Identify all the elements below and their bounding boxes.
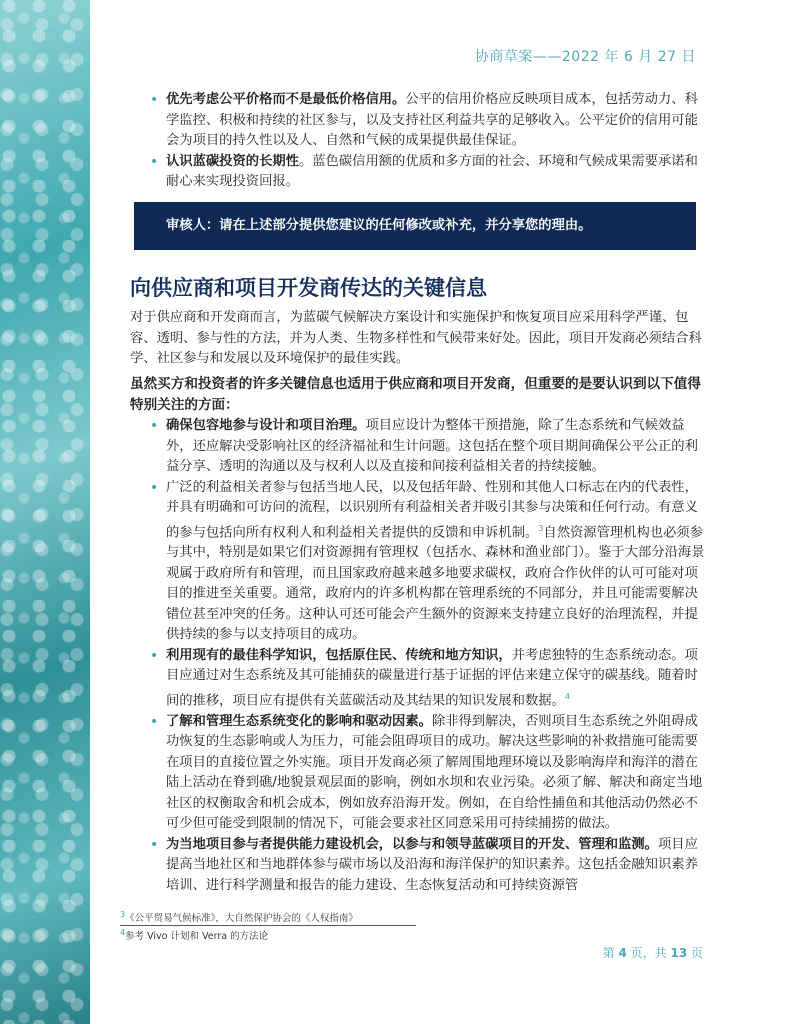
- page-current: 4: [618, 946, 627, 960]
- top-bullet-list: [130, 90, 705, 193]
- footnote-number: 4: [120, 928, 126, 937]
- bullet-text: 。蓝色碳信用额的优质和多方面的社会、环境和气候成果需要承诺和耐心来实现投资回报。: [166, 153, 698, 189]
- supplier-bullet-list: [130, 416, 705, 896]
- bullet-icon: •: [150, 713, 159, 730]
- list-item: [130, 416, 705, 478]
- bullet-text-continued: 自然资源管理机构也必须参与其中，特别是如果它们对资源拥有管理权（包括水、森林和渔业部门）。鉴于大部分沿海景观属于政府所有和管理，而且国家政府越来越多地要求碳权，政府合作伙伴的认可可能对项目的推进至关重要。通常，政府内的许多机构都在管理系统的不同部分，并且可能需要解决错位甚至冲突的任务。这种认可还可能会产生额外的资源来支持建立良好的治理流程，并提供持续的参与以支持项目的成功。: [166, 524, 705, 643]
- ocean-sidebar-image: [0, 0, 90, 1024]
- bullet-icon: •: [150, 647, 159, 664]
- bullet-bold-text: 认识蓝碳投资的长期性: [166, 153, 299, 169]
- list-item: [130, 152, 705, 193]
- intro-paragraph: 对于供应商和开发商而言，为蓝碳气候解决方案设计和实施保护和恢复项目应采用科学严谨、包容、透明、参与性的方法，并为人类、生物多样性和气候带来好处。因此，项目开发商必须结合科学、社区参与和发展以及环境保护的最佳实践。: [130, 310, 702, 366]
- page-prefix: 第: [602, 946, 619, 960]
- bullet-bold-text: 了解和管理生态系统变化的影响和驱动因素。: [166, 713, 432, 729]
- list-item: [130, 478, 705, 646]
- footnote: [120, 910, 358, 924]
- bullet-text: 公平的信用价格应反映项目成本，包括劳动力、科学监控、积极和持续的社区参与，以及支持社区利益共享的足够收入。公平定价的信用可能会为项目的持久性以及人、自然和气候的成果提供最佳保证。: [166, 92, 698, 148]
- bullet-text: 项目应提高当地社区和当地群体参与碳市场以及沿海和海洋保护的知识素养。这包括金融知识素养培训、进行科学测量和报告的能力建设、生态恢复活动和可持续资源管: [166, 836, 698, 893]
- footnote-divider: [120, 925, 416, 926]
- bullet-icon: •: [150, 836, 159, 853]
- footnote: [120, 928, 268, 942]
- bullet-text: 广泛的利益相关者参与包括当地人民，以及包括年龄、性别和其他人口标志在内的代表性，并具有明确和可访问的流程，以识别所有利益相关者并吸引其参与决策和任何行动。有意义的参与包括向所有权利人和利益相关者提供的反馈和申诉机制。: [166, 479, 698, 540]
- bullet-icon: •: [150, 479, 159, 496]
- bullet-icon: •: [150, 153, 159, 170]
- footnote-ref[interactable]: 3: [538, 523, 544, 533]
- bullet-text: 除非得到解决，否则项目生态系统之外阻碍成功恢复的生态影响或人为压力，可能会阻碍项目的成功。解决这些影响的补救措施可能需要在项目的直接位置之外实施。项目开发商必须了解周围地理环境以及影响海岸和海洋的潜在陆上活动在脊到礁/地貌景观层面的影响，例如水坝和农业污染。必须了解、解决和商定当地社区的权衡取舍和机会成本，例如放弃沿海开发。例如，在自给性捕鱼和其他活动仍然必不可少但可能受到限制的情况下，可能会要求社区同意采用可持续捕捞的做法。: [166, 713, 703, 832]
- page-mid: 页，共: [626, 946, 671, 960]
- list-item: [130, 835, 705, 897]
- bullet-bold-text: 利用现有的最佳科学知识，包括原住民、传统和地方知识，: [166, 647, 512, 663]
- bullet-bold-text: 为当地项目参与者提供能力建设机会，以参与和领导蓝碳项目的开发、管理和监测。: [166, 836, 658, 852]
- draft-date-header: 协商草案——2022 年 6 月 27 日: [474, 49, 696, 65]
- page-total: 13: [670, 946, 688, 960]
- page-number: [603, 944, 703, 961]
- reviewer-callout: 审核人：请在上述部分提供您建议的任何修改或补充，并分享您的理由。: [134, 202, 696, 250]
- bullet-icon: •: [150, 418, 159, 434]
- footnote-text: 参考 Vivo 计划和 Verra 的方法论: [125, 931, 269, 943]
- bullet-bold-text: 优先考虑公平价格而不是最低价格信用。: [166, 92, 406, 107]
- list-item: [130, 90, 705, 152]
- bullet-icon: •: [150, 92, 159, 108]
- list-item: [130, 646, 705, 712]
- bullet-text: 项目应设计为整体干预措施，除了生态系统和气候效益外，还应解决受影响社区的经济福祉和生计问题。这包括在整个项目期间确保公平公正的利益分享、透明的沟通以及与权利人以及直接和间接利益相关者的持续接触。: [166, 418, 698, 474]
- page-suffix: 页: [687, 946, 703, 960]
- lead-paragraph: 虽然买方和投资者的许多关键信息也适用于供应商和项目开发商，但重要的是要认识到以下值得特别关注的方面：: [130, 376, 701, 413]
- bullet-text: 并考虑独特的生态系统动态。项目应通过对生态系统及其可能捕获的碳量进行基于证据的评估来建立保守的碳基线。随着时间的推移，项目应有提供有关蓝碳活动及其结果的知识发展和数据。: [166, 647, 698, 709]
- list-item: [130, 712, 705, 835]
- footnote-ref[interactable]: 4: [564, 691, 570, 701]
- bullet-bold-text: 确保包容地参与设计和项目治理。: [166, 418, 366, 433]
- footnote-text: 《公平贸易气候标准》，大自然保护协会的《人权指南》: [125, 913, 358, 925]
- footnote-number: 3: [120, 910, 126, 919]
- section-title: 向供应商和项目开发商传达的关键信息: [130, 276, 487, 300]
